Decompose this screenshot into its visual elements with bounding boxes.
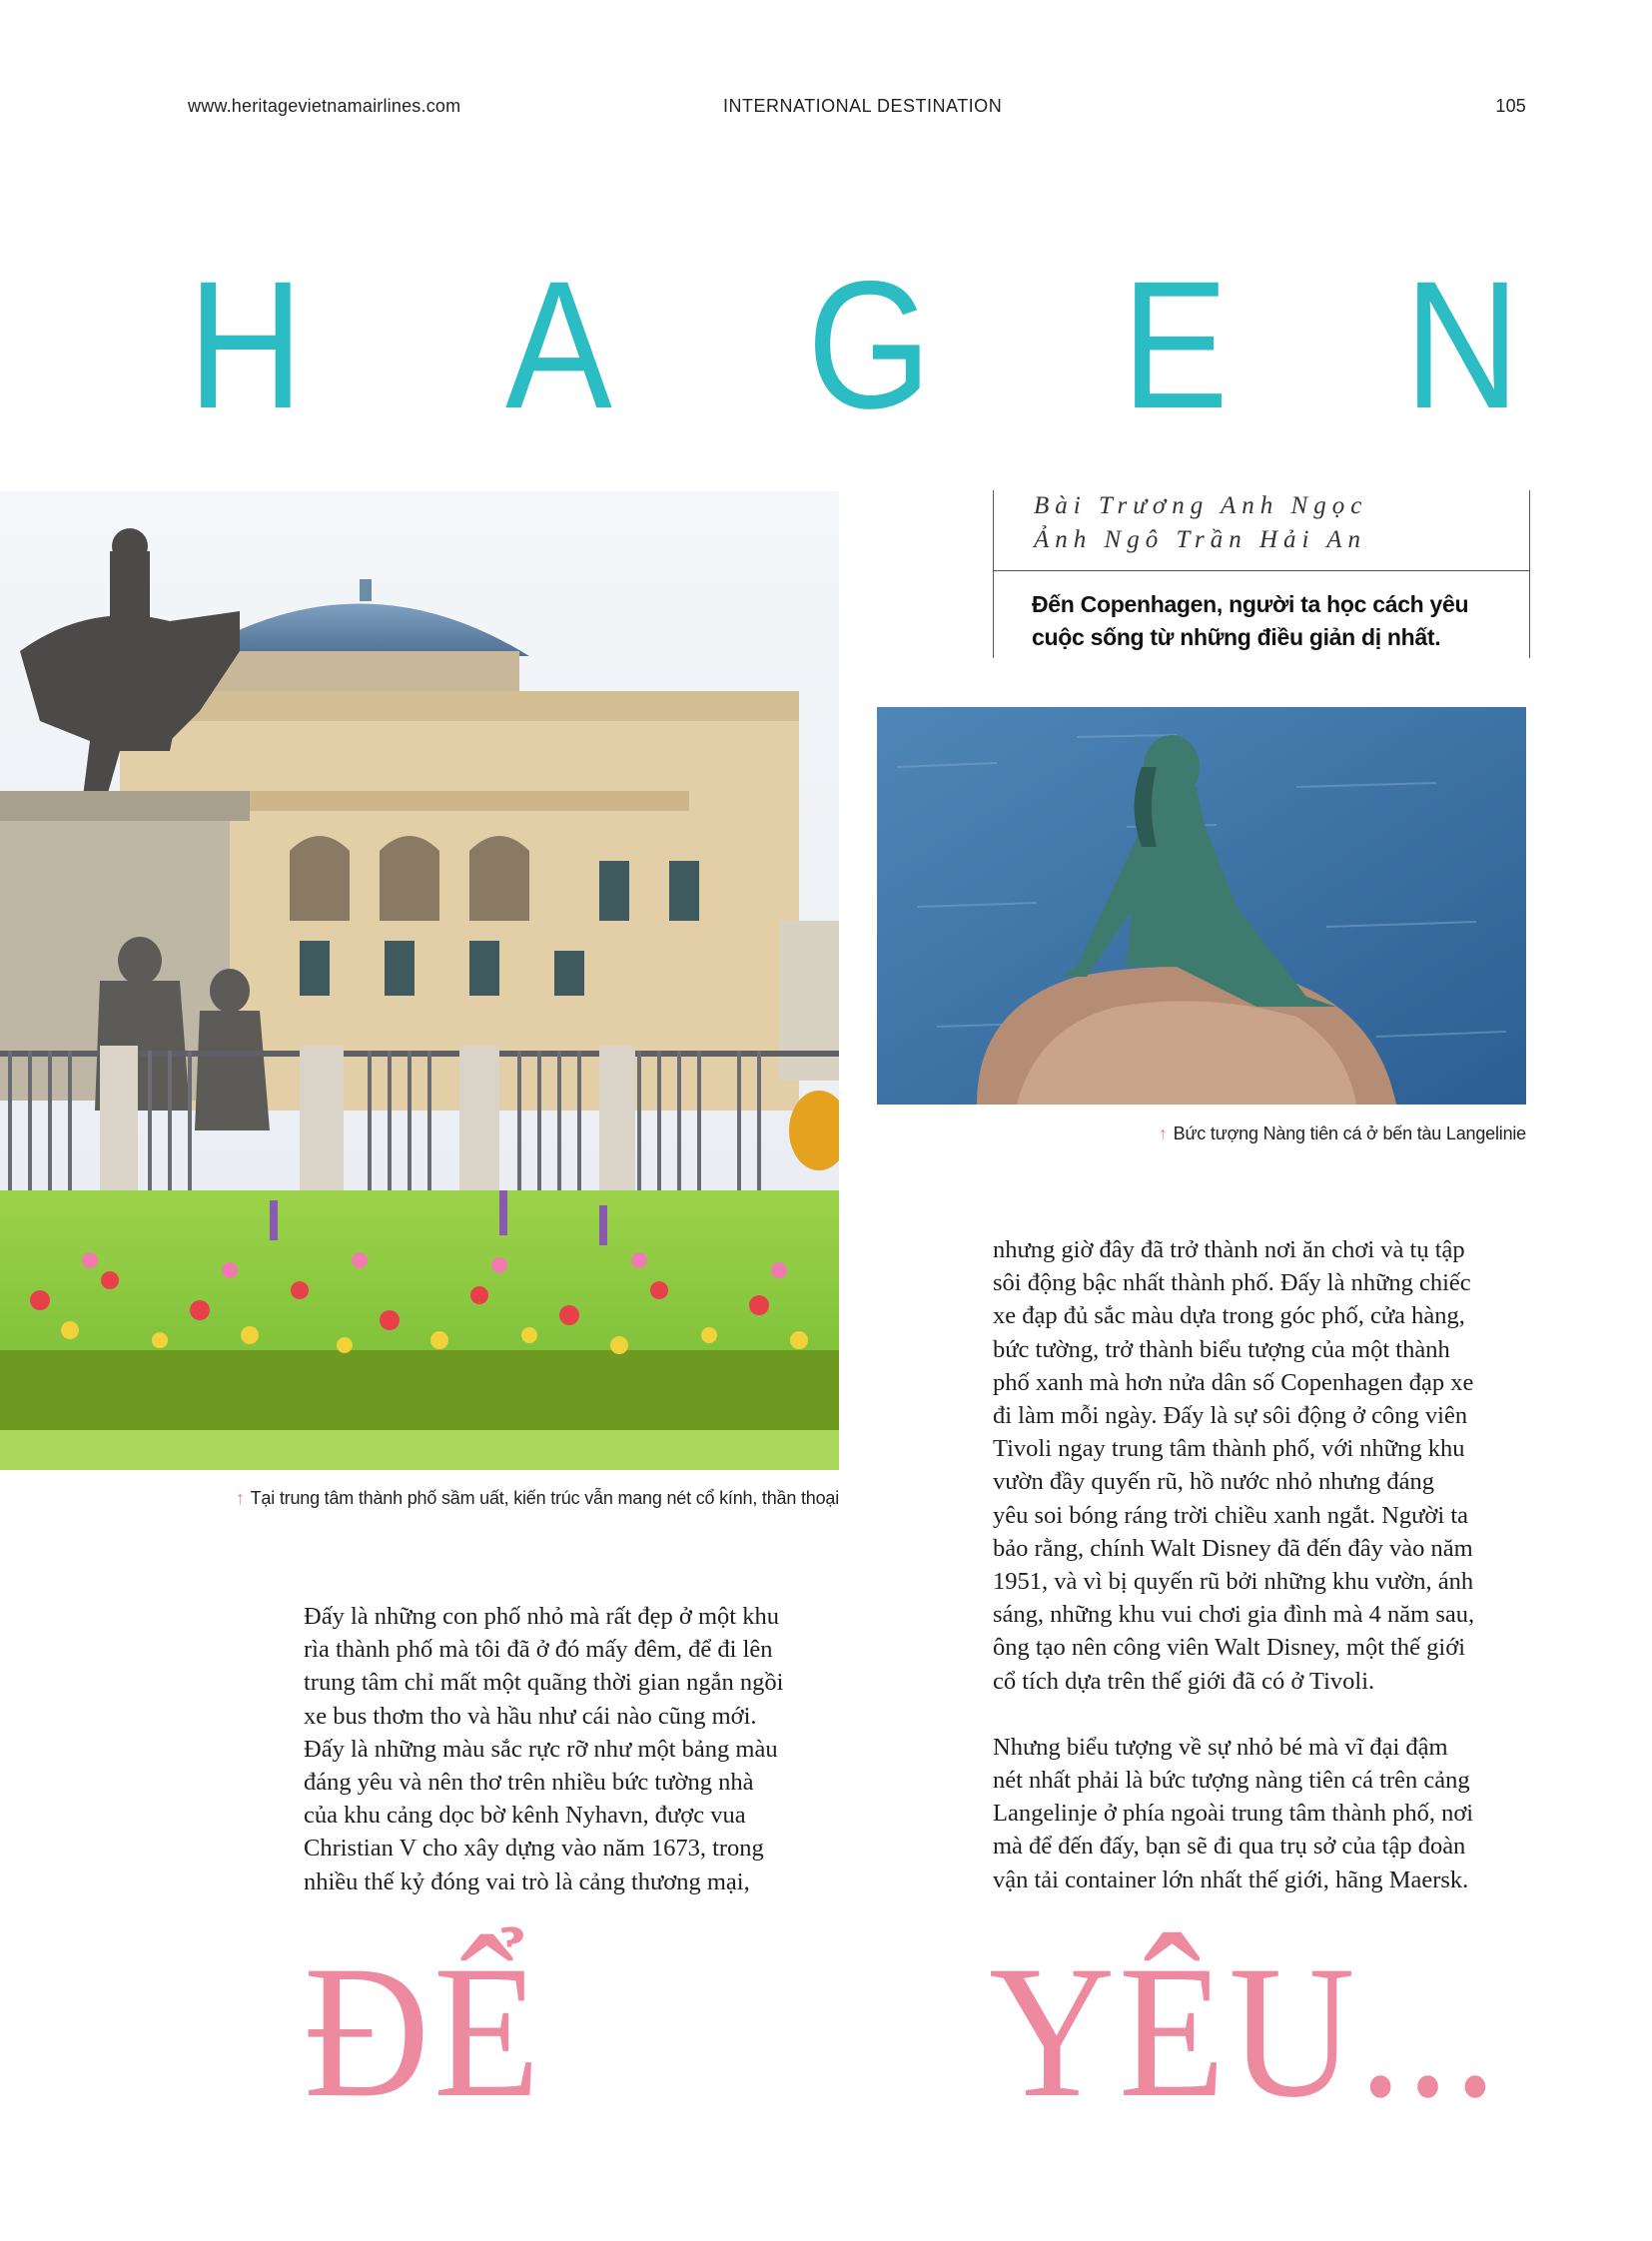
body-line: Tivoli ngay trung tâm thành phố, với những khu (993, 1435, 1465, 1463)
body-line: nét nhất phải là bức tượng nàng tiên cá trên cảng (993, 1767, 1470, 1795)
byline-box (993, 490, 1530, 658)
caption-right-text: Bức tượng Nàng tiên cá ở bến tàu Langelinie (1173, 1123, 1526, 1143)
display-word-yeu: YÊU... (989, 1927, 1501, 2137)
body-line: 1951, và vì bị quyến rũ bởi những khu vườn, ánh (993, 1568, 1474, 1596)
arrow-up-icon: ↑ (1158, 1123, 1168, 1143)
website-url[interactable]: www.heritagevietnamairlines.com (188, 96, 461, 116)
body-line: xe đạp đủ sắc màu dựa trong góc phố, cửa hàng, (993, 1302, 1465, 1330)
body-line: nhưng giờ đây đã trở thành nơi ăn chơi và tụ tập (993, 1236, 1465, 1263)
body-line: nhiều thế kỷ đóng vai trò là cảng thương mại, (304, 1868, 750, 1895)
lead-text: Đến Copenhagen, người ta học cách yêu cuộc sống từ những điều giản dị nhất. (1032, 591, 1469, 650)
body-line: rìa thành phố mà tôi đã ở đó mấy đêm, để đi lên (304, 1636, 773, 1664)
caption-left (236, 1488, 839, 1509)
photo-credit: Ảnh Ngô Trần Hải An (1034, 526, 1367, 553)
body-line: phố xanh mà hơn nửa dân số Copenhagen đạp xe (993, 1368, 1474, 1396)
body-line: Đấy là những màu sắc rực rỡ như một bảng màu (304, 1735, 778, 1763)
photo-royal-theatre (0, 491, 839, 1470)
body-line: ông tạo nên công viên Walt Disney, một thế giới (993, 1634, 1466, 1662)
headline-letter: G (807, 243, 932, 446)
body-column-left (304, 1600, 843, 1898)
display-word-de: ĐỂ (304, 1927, 544, 2137)
body-line: Langelinje ở phía ngoài trung tâm thành phố, nơi (993, 1800, 1474, 1828)
headline-letter: N (1404, 243, 1520, 446)
body-line: mà để đến đấy, bạn sẽ đi qua trụ sở của tập đoàn (993, 1833, 1466, 1861)
body-line: Christian V cho xây dựng vào năm 1673, trong (304, 1835, 764, 1863)
body-line: cổ tích dựa trên thế giới đã có ở Tivoli. (993, 1667, 1375, 1695)
headline-letter: A (505, 243, 612, 446)
page-number: 105 (1495, 96, 1526, 116)
photo-little-mermaid (877, 707, 1526, 1105)
author-credit: Bài Trương Anh Ngọc (1034, 492, 1368, 519)
body-line: Nhưng biểu tượng về sự nhỏ bé mà vĩ đại đậm (993, 1733, 1448, 1761)
body-line: trung tâm chỉ mất một quãng thời gian ngắn ngồi (304, 1669, 784, 1697)
caption-left-text: Tại trung tâm thành phố sầm uất, kiến trúc vẫn mang nét cổ kính, thần thoại (250, 1488, 839, 1508)
section-label: INTERNATIONAL DESTINATION (723, 96, 1003, 116)
headline-letter: E (1122, 243, 1229, 446)
body-line: bức tường, trở thành biểu tượng của một thành (993, 1335, 1450, 1363)
paragraph-gap (993, 1698, 1532, 1731)
caption-right (1159, 1123, 1526, 1144)
arrow-up-icon: ↑ (235, 1488, 245, 1508)
divider (994, 570, 1529, 571)
body-line: đi làm mỗi ngày. Đấy là sự sôi động ở công viên (993, 1402, 1468, 1430)
body-line: Đấy là những con phố nhỏ mà rất đẹp ở một khu (304, 1603, 779, 1630)
body-line: xe bus thơm tho và hầu như cái nào cũng mới. (304, 1702, 757, 1730)
body-line: bảo rằng, chính Walt Disney đã đến đây vào năm (993, 1534, 1473, 1562)
body-line: sáng, những khu vui chơi gia đình mà 4 năm sau, (993, 1601, 1475, 1629)
body-line: sôi động bậc nhất thành phố. Đấy là những chiếc (993, 1269, 1471, 1297)
body-line: đáng yêu và nên thơ trên nhiều bức tường nhà (304, 1769, 754, 1797)
headline-letter: H (188, 243, 304, 446)
body-column-right (993, 1233, 1532, 1896)
body-line: vườn đầy quyến rũ, hồ nước nhỏ nhưng đáng (993, 1468, 1435, 1496)
body-line: của khu cảng dọc bờ kênh Nyhavn, được vua (304, 1802, 746, 1830)
body-line: vận tải container lớn nhất thế giới, hãng Maersk. (993, 1866, 1469, 1893)
body-line: yêu soi bóng ráng trời chiều xanh ngắt. Người ta (993, 1501, 1469, 1529)
headline-hagen (188, 245, 1526, 444)
